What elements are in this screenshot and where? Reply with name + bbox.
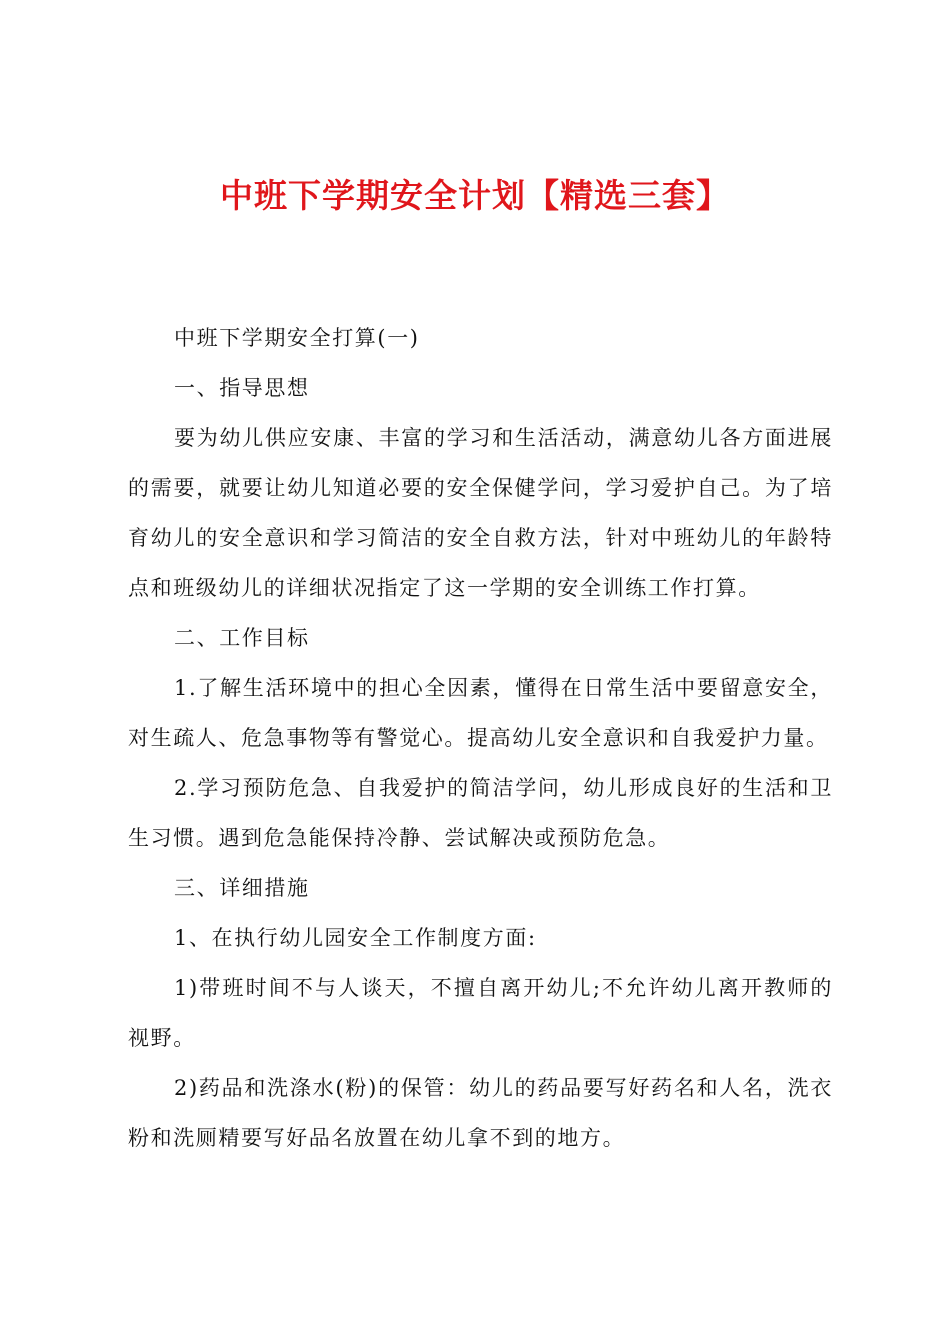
paragraph-section-3-heading: 三、详细措施 <box>174 876 310 900</box>
paragraph-section-2-heading: 二、工作目标 <box>174 626 310 650</box>
paragraph-guiding-thought: 要为幼儿供应安康、丰富的学习和生活活动，满意幼儿各方面进展的需要，就要让幼儿知道必要的安全保健学问，学习爱护自己。为了培育幼儿的安全意识和学习简洁的安全自救方法，针对中班幼儿的年龄特点和班级幼儿的详细状况指定了这一学期的安全训练工作打算。 <box>128 426 833 600</box>
paragraph-plan-heading: 中班下学期安全打算(一) <box>174 326 420 350</box>
paragraph-measure-1-item-1: 1)带班时间不与人谈天，不擅自离开幼儿;不允许幼儿离开教师的视野。 <box>128 976 833 1050</box>
paragraph-measure-1-heading: 1、在执行幼儿园安全工作制度方面: <box>174 926 537 950</box>
document-title: 中班下学期安全计划【精选三套】 <box>220 176 730 215</box>
paragraph-section-1-heading: 一、指导思想 <box>174 376 310 400</box>
paragraph-measure-1-item-2: 2)药品和洗涤水(粉)的保管：幼儿的药品要写好药名和人名，洗衣粉和洗厕精要写好品名放置在幼儿拿不到的地方。 <box>128 1076 833 1150</box>
document-body <box>128 313 833 1163</box>
paragraph-goal-2: 2.学习预防危急、自我爱护的简洁学问，幼儿形成良好的生活和卫生习惯。遇到危急能保持冷静、尝试解决或预防危急。 <box>128 776 833 850</box>
paragraph-goal-1: 1.了解生活环境中的担心全因素，懂得在日常生活中要留意安全，对生疏人、危急事物等有警觉心。提高幼儿安全意识和自我爱护力量。 <box>128 676 833 750</box>
